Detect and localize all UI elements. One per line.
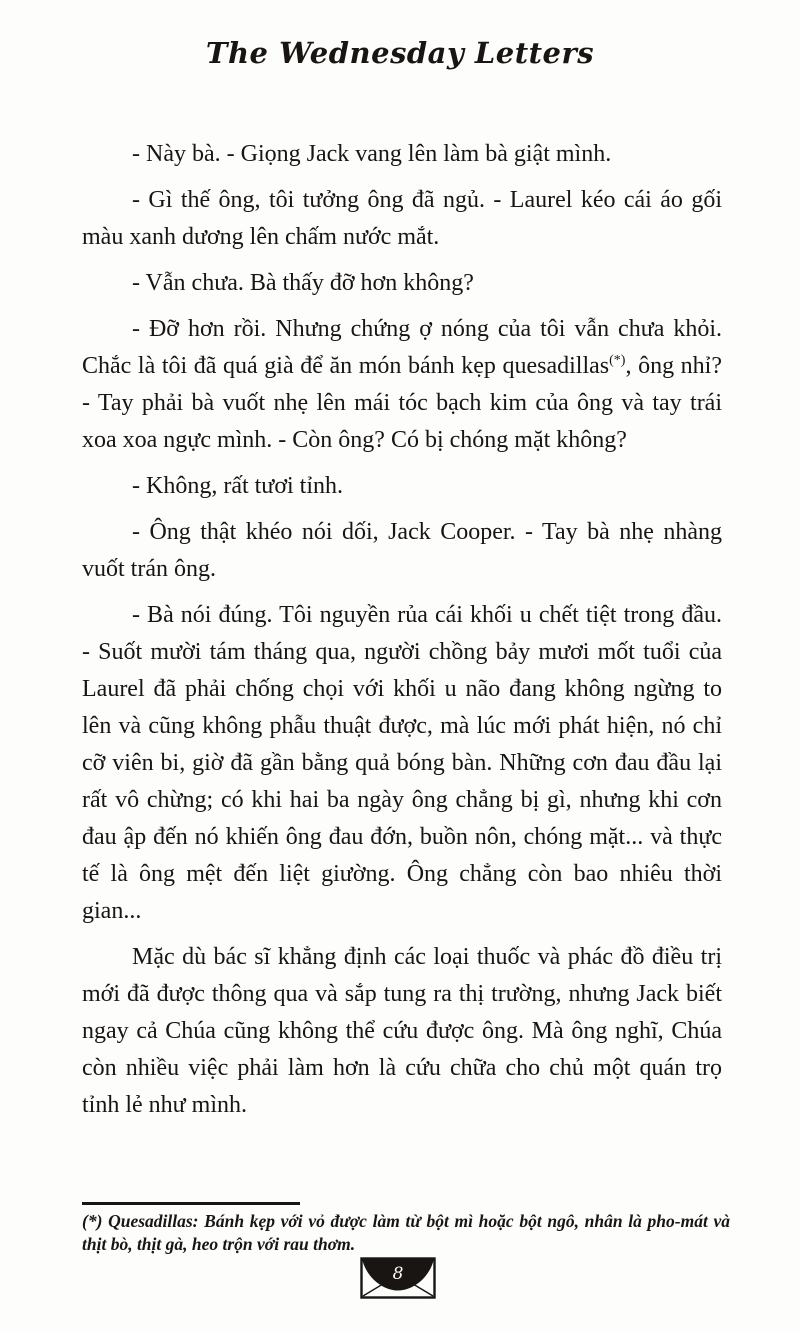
footnote-block (82, 1202, 730, 1256)
paragraph: - Bà nói đúng. Tôi nguyền rủa cái khối u chết tiệt trong đầu. - Suốt mười tám tháng qua, người chồng bảy mươi mốt tuổi của Laurel đã phải chống chọi với khối u não đang không ngừng to lên và cũng không phẫu thuật được, mà lúc mới phát hiện, nó chỉ cỡ viên bi, giờ đã gần bằng quả bóng bàn. Những cơn đau đầu lại rất vô chừng; có khi hai ba ngày ông chẳng bị gì, nhưng khi cơn đau ập đến nó khiến ông đau đớn, buồn nôn, chóng mặt... và thực tế là ông mệt đến liệt giường. Ông chẳng còn bao nhiêu thời gian... (82, 602, 722, 924)
footnote-marker: (*) (609, 353, 626, 368)
paragraph: - Ông thật khéo nói dối, Jack Cooper. - Tay bà nhẹ nhàng vuốt trán ông. (82, 519, 722, 582)
paragraph-text: - Đỡ hơn rồi. Nhưng chứng ợ nóng của tôi vẫn chưa khỏi. Chắc là tôi đã quá già để ăn món bánh kẹp quesadillas (82, 316, 722, 379)
paragraph (82, 311, 722, 459)
paragraph: Mặc dù bác sĩ khẳng định các loại thuốc và phác đồ điều trị mới đã được thông qua và sắp tung ra thị trường, nhưng Jack biết ngay cả Chúa cũng không thể cứu được ông. Mà ông nghĩ, Chúa còn nhiều việc phải làm hơn là cứu chữa cho chủ một quán trọ tỉnh lẻ như mình. (82, 944, 722, 1118)
page-number: 8 (392, 1264, 404, 1284)
envelope-page-number-icon (360, 1257, 436, 1299)
paragraph-text: , ông nhỉ? - Tay phải bà vuốt nhẹ lên mái tóc bạch kim của ông và tay trái xoa xoa ngực mình. - Còn ông? Có bị chóng mặt không? (82, 353, 722, 453)
footnote-text: (*) Quesadillas: Bánh kẹp với vỏ được làm từ bột mì hoặc bột ngô, nhân là pho-mát và thịt bò, thịt gà, heo trộn với rau thơm. (82, 1211, 730, 1254)
paragraph: - Này bà. - Giọng Jack vang lên làm bà giật mình. (132, 141, 612, 167)
paragraph: - Không, rất tươi tỉnh. (132, 473, 344, 499)
paragraph: - Gì thế ông, tôi tưởng ông đã ngủ. - Laurel kéo cái áo gối màu xanh dương lên chấm nước mắt. (82, 187, 722, 250)
footnote-divider (82, 1202, 300, 1205)
page-body (82, 136, 722, 1133)
book-title: The Wednesday Letters (205, 36, 595, 70)
envelope-icon (360, 1257, 436, 1299)
paragraph: - Vẫn chưa. Bà thấy đỡ hơn không? (132, 270, 474, 296)
